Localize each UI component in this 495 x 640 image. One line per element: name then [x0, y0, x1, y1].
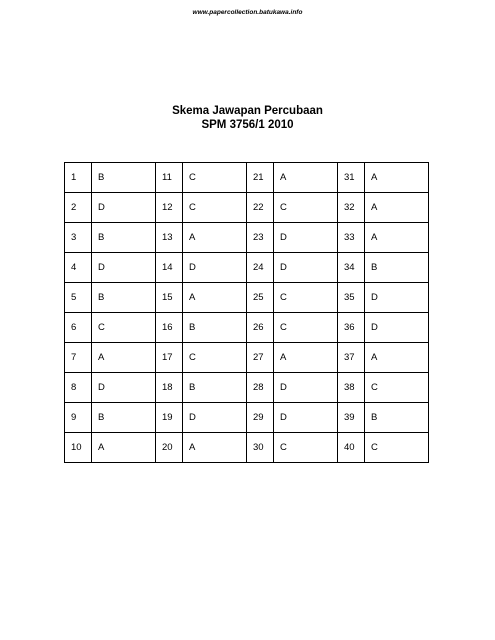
answer-key: D [274, 403, 338, 433]
answer-table [64, 162, 429, 463]
table-row [65, 163, 429, 193]
question-number: 9 [65, 403, 92, 433]
question-number: 4 [65, 253, 92, 283]
question-number: 20 [156, 433, 183, 463]
answer-key: A [183, 283, 247, 313]
answer-key: D [92, 373, 156, 403]
answer-key: D [183, 403, 247, 433]
question-number: 26 [247, 313, 274, 343]
answer-key: D [183, 253, 247, 283]
answer-key: B [92, 403, 156, 433]
question-number: 37 [338, 343, 365, 373]
answer-key: D [92, 193, 156, 223]
question-number: 6 [65, 313, 92, 343]
answer-key: B [365, 403, 429, 433]
answer-key: B [183, 313, 247, 343]
question-number: 24 [247, 253, 274, 283]
question-number: 32 [338, 193, 365, 223]
answer-key: A [365, 193, 429, 223]
question-number: 28 [247, 373, 274, 403]
answer-key: A [365, 343, 429, 373]
page-subtitle: SPM 3756/1 2010 [201, 119, 294, 131]
answer-key: A [274, 343, 338, 373]
page-title: Skema Jawapan Percubaan [172, 105, 323, 117]
answer-key: C [183, 163, 247, 193]
answer-key: C [274, 283, 338, 313]
table-row [65, 403, 429, 433]
question-number: 14 [156, 253, 183, 283]
question-number: 31 [338, 163, 365, 193]
answer-key: D [365, 313, 429, 343]
table-row [65, 373, 429, 403]
question-number: 18 [156, 373, 183, 403]
question-number: 11 [156, 163, 183, 193]
question-number: 3 [65, 223, 92, 253]
answer-table-body [65, 163, 429, 463]
answer-key: A [365, 223, 429, 253]
question-number: 15 [156, 283, 183, 313]
answer-key: A [92, 433, 156, 463]
question-number: 13 [156, 223, 183, 253]
answer-key: A [92, 343, 156, 373]
question-number: 2 [65, 193, 92, 223]
question-number: 16 [156, 313, 183, 343]
answer-key: B [365, 253, 429, 283]
table-row [65, 433, 429, 463]
answer-key: A [365, 163, 429, 193]
question-number: 27 [247, 343, 274, 373]
table-row [65, 223, 429, 253]
answer-key: A [183, 433, 247, 463]
answer-key: D [274, 373, 338, 403]
answer-key: B [92, 163, 156, 193]
question-number: 1 [65, 163, 92, 193]
answer-key: B [92, 283, 156, 313]
question-number: 36 [338, 313, 365, 343]
answer-key: D [365, 283, 429, 313]
question-number: 19 [156, 403, 183, 433]
answer-key: C [274, 313, 338, 343]
answer-key: A [274, 163, 338, 193]
question-number: 35 [338, 283, 365, 313]
answer-key: C [365, 433, 429, 463]
table-row [65, 343, 429, 373]
question-number: 33 [338, 223, 365, 253]
question-number: 12 [156, 193, 183, 223]
answer-key: C [92, 313, 156, 343]
answer-key: C [365, 373, 429, 403]
question-number: 10 [65, 433, 92, 463]
question-number: 25 [247, 283, 274, 313]
answer-key: D [274, 223, 338, 253]
answer-key: C [183, 343, 247, 373]
header-url: www.papercollection.batukawa.info [192, 9, 303, 16]
question-number: 17 [156, 343, 183, 373]
question-number: 30 [247, 433, 274, 463]
question-number: 29 [247, 403, 274, 433]
answer-key: C [274, 433, 338, 463]
table-row [65, 283, 429, 313]
table-row [65, 313, 429, 343]
table-row [65, 253, 429, 283]
answer-key: C [183, 193, 247, 223]
title-block [0, 104, 495, 132]
answer-key: B [183, 373, 247, 403]
table-row [65, 193, 429, 223]
question-number: 39 [338, 403, 365, 433]
answer-key: B [92, 223, 156, 253]
question-number: 8 [65, 373, 92, 403]
answer-key: D [274, 253, 338, 283]
question-number: 34 [338, 253, 365, 283]
question-number: 40 [338, 433, 365, 463]
question-number: 5 [65, 283, 92, 313]
question-number: 7 [65, 343, 92, 373]
answer-key: D [92, 253, 156, 283]
question-number: 22 [247, 193, 274, 223]
question-number: 38 [338, 373, 365, 403]
question-number: 21 [247, 163, 274, 193]
answer-key: A [183, 223, 247, 253]
question-number: 23 [247, 223, 274, 253]
answer-key: C [274, 193, 338, 223]
